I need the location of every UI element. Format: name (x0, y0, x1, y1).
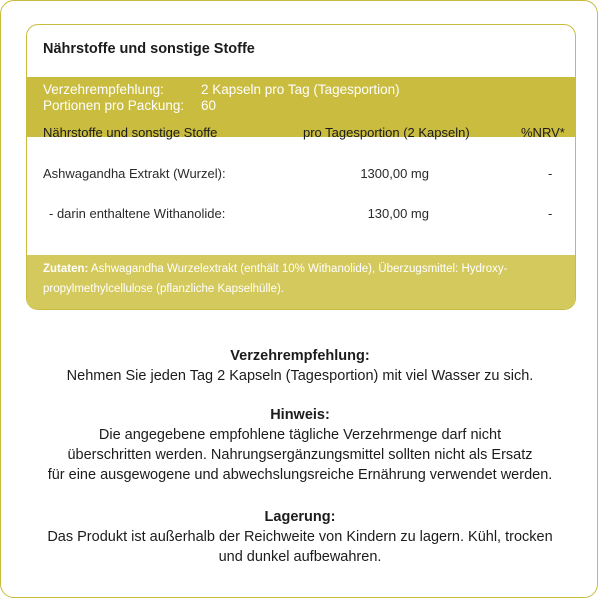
ingredients-text-1: Ashwagandha Wurzelextrakt (enthält 10% Withanolide), Überzugsmittel: Hydroxy- (90, 263, 508, 275)
card-title: Nährstoffe und sonstige Stoffe (43, 41, 255, 57)
portions-row (43, 98, 216, 113)
storage-section (0, 507, 600, 567)
notice-line: Die angegebene empfohlene tägliche Verzehrmenge darf nicht (98, 427, 502, 443)
notice-line: für eine ausgewogene und abwechslungsreiche Ernährung verwendet werden. (47, 467, 553, 483)
notice-heading: Hinweis: (270, 407, 330, 423)
storage-line: und dunkel aufbewahren. (218, 549, 382, 565)
ingredients-band (27, 255, 575, 310)
column-header-nutrient: Nährstoffe und sonstige Stoffe (43, 125, 218, 140)
portions-label: Portionen pro Packung: (43, 98, 185, 113)
row-2-name: - darin enthaltene Withanolide: (49, 206, 226, 221)
ingredients-line-2: propylmethylcellulose (pflanzliche Kapselhülle). (43, 283, 284, 295)
nutrition-card (26, 24, 576, 310)
recommendation-section (0, 346, 600, 386)
recommendation-value: 2 Kapseln pro Tag (Tagesportion) (201, 82, 400, 97)
notice-section (0, 405, 600, 485)
ingredients-line-1 (43, 259, 559, 279)
ingredients-label: Zutaten: (43, 263, 89, 275)
notice-line: überschritten werden. Nahrungsergänzungsmittel sollten nicht als Ersatz (67, 447, 533, 463)
column-header-nrv: %NRV* (521, 125, 565, 140)
storage-line: Das Produkt ist außerhalb der Reichweite von Kindern zu lagern. Kühl, trocken (47, 529, 553, 545)
recommendation-text: Nehmen Sie jeden Tag 2 Kapseln (Tagesportion) mit viel Wasser zu sich. (66, 368, 534, 384)
row-2-amount: 130,00 mg (367, 206, 429, 221)
row-1-nrv: - (548, 166, 553, 181)
recommendation-heading: Verzehrempfehlung: (230, 348, 370, 364)
recommendation-row (43, 82, 400, 97)
storage-heading: Lagerung: (264, 509, 336, 525)
recommendation-label: Verzehrempfehlung: (43, 82, 164, 97)
row-2-nrv: - (548, 206, 553, 221)
row-1-amount: 1300,00 mg (360, 166, 429, 181)
portions-value: 60 (201, 98, 217, 113)
row-1-name: Ashwagandha Extrakt (Wurzel): (43, 166, 226, 181)
column-header-daily-portion: pro Tagesportion (2 Kapseln) (303, 125, 470, 140)
